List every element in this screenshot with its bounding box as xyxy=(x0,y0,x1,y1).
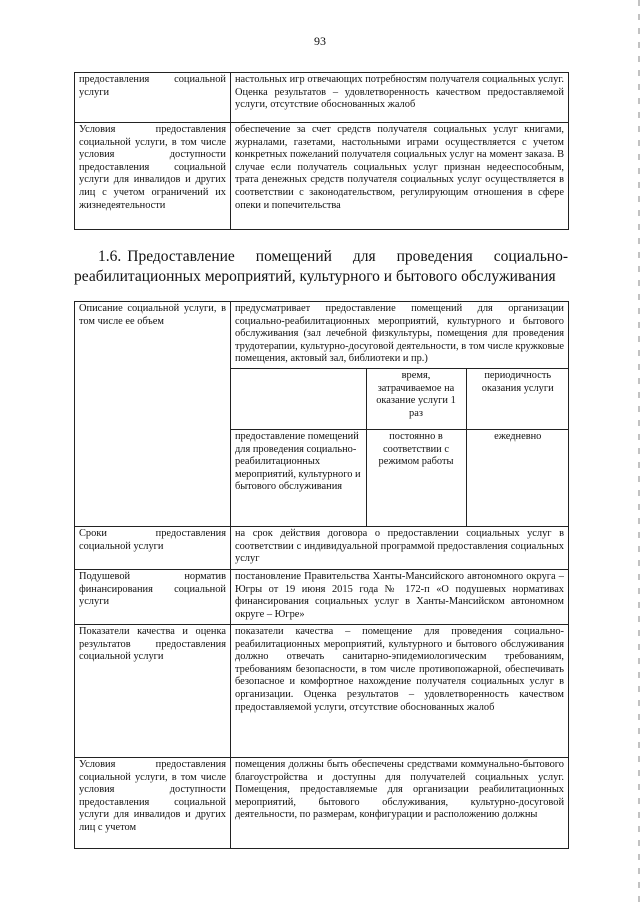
table-row xyxy=(75,569,569,624)
table-row xyxy=(75,123,569,230)
row-label: Условия предоставления социальной услуги, в том числе условия доступности предоставления социальной услуги для инвалидов и других лиц с учетом ограничений их жизнедеятельности xyxy=(75,123,231,230)
row-content: показатели качества – помещение для проведения социально-реабилитационных мероприятий, культурного и бытового обслуживания должно отвечать санитарно-эпидемиологическим требованиям, требованиям безопасности, в том числе противопожарной, обеспечивать безопасное и комфортное нахождение получателя социальных услуг в организации. Оценка результатов – удовлетворенность качеством предоставляемой услуги, отсутствие обоснованных жалоб xyxy=(231,624,569,757)
inner-header-empty xyxy=(231,368,366,429)
table-row xyxy=(75,624,569,757)
inner-cell-service: предоставление помещений для проведения социально-реабилитационных мероприятий, культурного и бытового обслуживания xyxy=(231,429,366,526)
row-label: Подушевой норматив финансирования социальной услуги xyxy=(75,569,231,624)
table-row xyxy=(75,757,569,848)
inner-header-time: время, затрачиваемое на оказание услуги 1 раз xyxy=(366,368,466,429)
inner-cell-time: постоянно в соответствии с режимом работы xyxy=(366,429,466,526)
row-label: Условия предоставления социальной услуги, в том числе условия доступности предоставления социальной услуги для инвалидов и других лиц с учетом xyxy=(75,757,231,848)
row-label: Описание социальной услуги, в том числе ее объем xyxy=(75,302,231,527)
row-content: на срок действия договора о предоставлении социальных услуг в соответствии с индивидуальной программой предоставления социальных услуг xyxy=(231,526,569,569)
section-heading xyxy=(74,247,568,287)
service-1-6-table xyxy=(74,301,569,849)
section-number: 1.6. xyxy=(98,248,122,265)
table-row xyxy=(231,429,569,526)
row-label: Показатели качества и оценка результатов предоставления социальной услуги xyxy=(75,624,231,757)
row-content: постановление Правительства Ханты-Мансийского автономного округа – Югры от 19 июня 2015 года № 172-п «О подушевых нормативах финансирования социальных услуг в Ханты-Мансийском автономном округе – Югре» xyxy=(231,569,569,624)
table-row xyxy=(231,368,569,429)
services-table-continued xyxy=(74,72,569,230)
description-text: предусматривает предоставление помещений для организации социально-реабилитационных мероприятий, культурного и бытового обслуживания (зал лечебной физкультуры, помещения для проведения трудотерапии, культурно-досуговой деятельности, в том числе кружковые помещения, актовый зал, библиотеки и пр.) xyxy=(235,303,564,365)
section-title: Предоставление помещений для проведения социально-реабилитационных мероприятий, культурного и бытового обслуживания xyxy=(74,248,568,285)
row-content: помещения должны быть обеспечены средствами коммунально-бытового благоустройства и доступны для получателей социальных услуг. Помещения, предоставляемые для организации реабилитационных мероприятий, бытового обслуживания, культурно-досуговой деятельности, по размерам, конфигурации и расположению должны xyxy=(231,757,569,848)
page-number: 93 xyxy=(314,34,326,48)
table-row xyxy=(75,73,569,123)
row-content: настольных игр отвечающих потребностям получателя социальных услуг. Оценка результатов – удовлетворенность качеством предоставляемой услуги, отсутствие обоснованных жалоб xyxy=(231,73,569,123)
row-content: обеспечение за счет средств получателя социальных услуг книгами, журналами, газетами, настольными играми осуществляется с учетом конкретных пожеланий получателя социальных услуг на момент заказа. В случае если получатель социальных услуг признан недееспособным, трата денежных средств получателя социальных услуг осуществляется в соответствии с законодательством, регулирующим отношения в сфере опеки и попечительства xyxy=(231,123,569,230)
inner-header-frequency: периодичность оказания услуги xyxy=(466,368,569,429)
table-row xyxy=(75,302,569,527)
time-frequency-table xyxy=(231,368,569,526)
description-cell xyxy=(231,302,569,527)
inner-cell-frequency: ежедневно xyxy=(466,429,569,526)
row-label: Сроки предоставления социальной услуги xyxy=(75,526,231,569)
table-row xyxy=(75,526,569,569)
row-label: предоставления социальной услуги xyxy=(75,73,231,123)
